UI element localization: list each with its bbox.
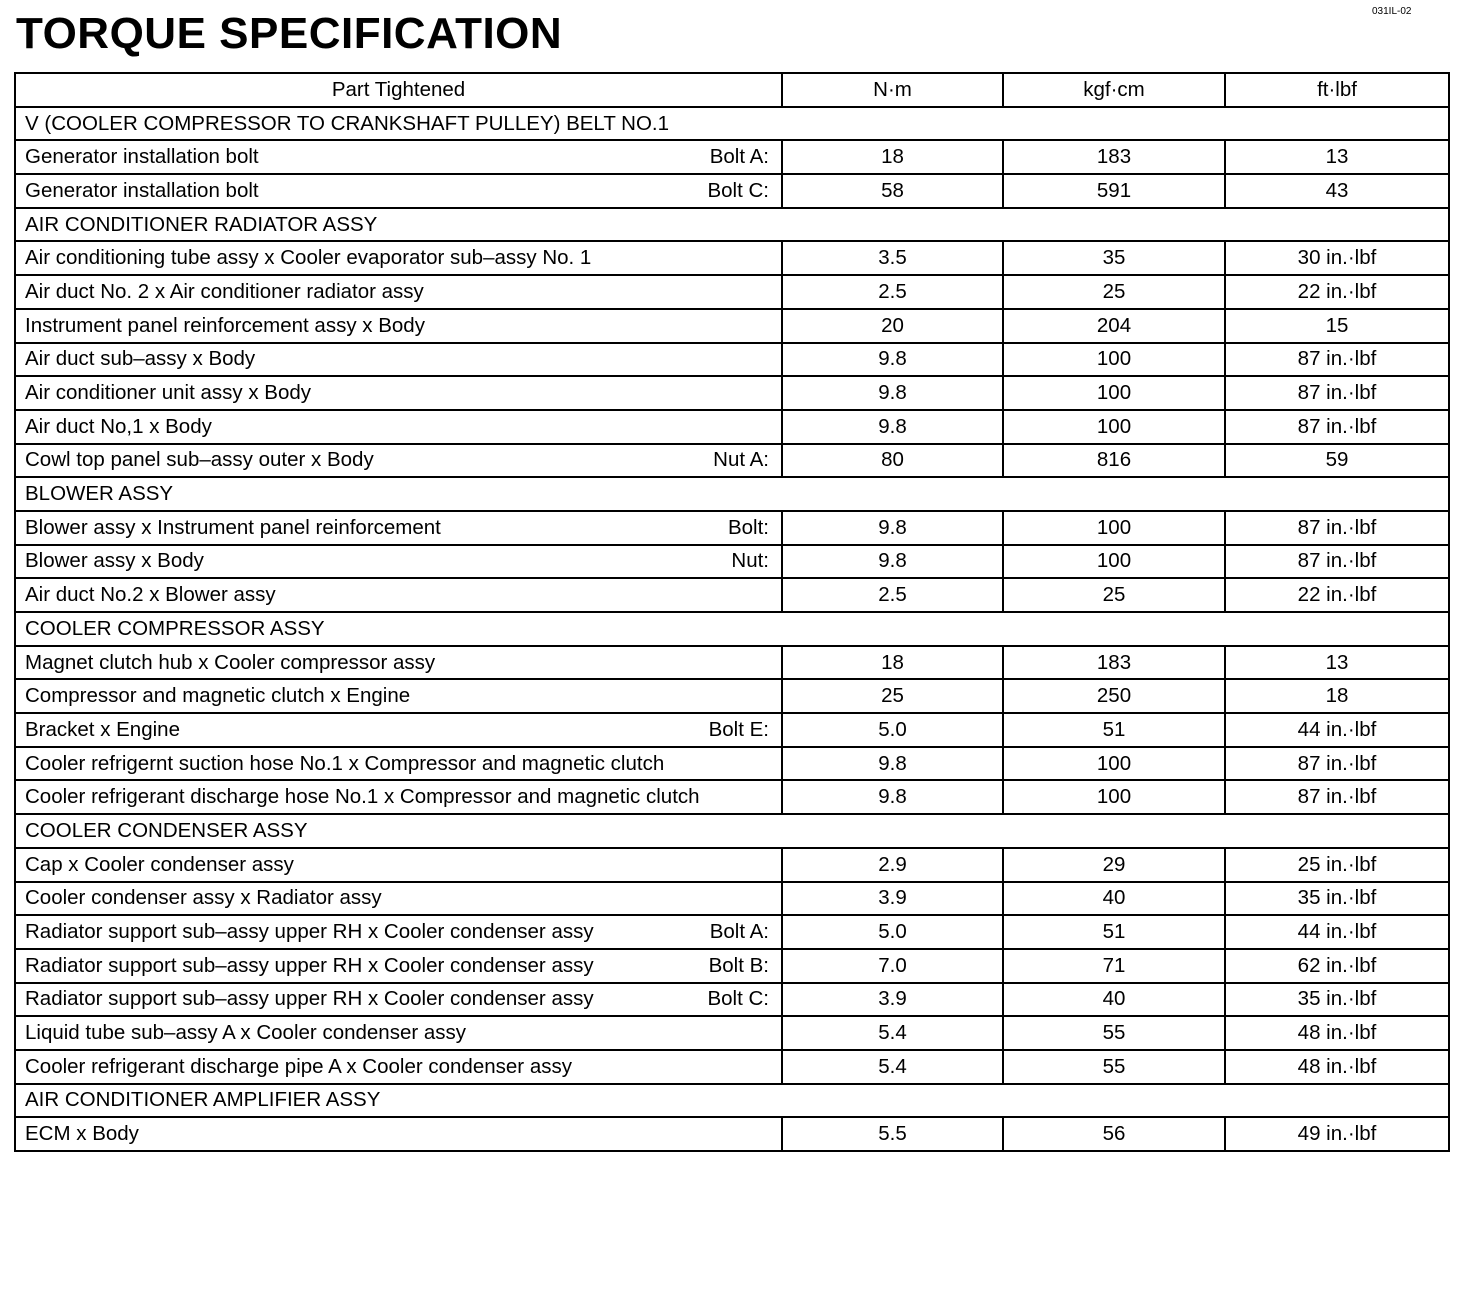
table-row [15,915,1449,949]
part-name: Blower assy x Body [25,549,204,573]
part-name: Air conditioner unit assy x Body [25,381,311,405]
part-cell [15,410,782,444]
section-title: COOLER CONDENSER ASSY [15,814,1449,848]
nm-value: 58 [782,174,1003,208]
part-cell [15,140,782,174]
kgf-cm-value: 100 [1003,343,1225,377]
table-row [15,1050,1449,1084]
kgf-cm-value: 51 [1003,915,1225,949]
kgf-cm-value: 25 [1003,578,1225,612]
part-name: Air duct No.2 x Blower assy [25,583,276,607]
ft-lbf-value: 87 in.·lbf [1225,747,1449,781]
kgf-cm-value: 40 [1003,983,1225,1017]
table-row [15,949,1449,983]
ft-lbf-value: 35 in.·lbf [1225,983,1449,1017]
part-name: Cooler condenser assy x Radiator assy [25,886,382,910]
part-name: Cooler refrigerant discharge hose No.1 x Compressor and magnetic clutch [25,785,700,809]
part-name: Air duct sub–assy x Body [25,347,256,371]
fastener-label: Bolt C: [707,178,769,202]
nm-value: 7.0 [782,949,1003,983]
fastener-label: Nut A: [713,448,769,472]
ft-lbf-value: 59 [1225,444,1449,478]
page-title: TORQUE SPECIFICATION [16,9,563,58]
ft-lbf-value: 87 in.·lbf [1225,343,1449,377]
part-cell [15,747,782,781]
table-row [15,679,1449,713]
table-row [15,174,1449,208]
section-title: AIR CONDITIONER AMPLIFIER ASSY [15,1084,1449,1118]
ft-lbf-value: 15 [1225,309,1449,343]
table-row [15,140,1449,174]
ft-lbf-value: 13 [1225,140,1449,174]
page-code: 031IL-02 [1372,6,1412,17]
nm-value: 20 [782,309,1003,343]
part-cell [15,713,782,747]
kgf-cm-value: 100 [1003,511,1225,545]
kgf-cm-value: 816 [1003,444,1225,478]
part-cell [15,343,782,377]
nm-value: 5.4 [782,1050,1003,1084]
nm-value: 9.8 [782,511,1003,545]
part-name: Radiator support sub–assy upper RH x Cooler condenser assy [25,920,594,944]
header-ft-lbf: ft·lbf [1225,73,1449,107]
kgf-cm-value: 591 [1003,174,1225,208]
table-row [15,747,1449,781]
section-title: V (COOLER COMPRESSOR TO CRANKSHAFT PULLEY) BELT NO.1 [15,107,1449,141]
part-name: ECM x Body [25,1122,139,1146]
part-name: Air duct No,1 x Body [25,414,212,438]
section-title: BLOWER ASSY [15,477,1449,511]
kgf-cm-value: 100 [1003,780,1225,814]
part-cell [15,275,782,309]
table-body [15,107,1449,1151]
nm-value: 2.5 [782,578,1003,612]
part-name: Cap x Cooler condenser assy [25,852,294,876]
nm-value: 2.9 [782,848,1003,882]
nm-value: 9.8 [782,780,1003,814]
part-cell [15,241,782,275]
fastener-label: Bolt E: [708,717,769,741]
part-cell [15,646,782,680]
header-kgf-cm: kgf·cm [1003,73,1225,107]
ft-lbf-value: 48 in.·lbf [1225,1050,1449,1084]
table-row [15,1016,1449,1050]
fastener-label: Bolt B: [708,953,769,977]
table-row [15,545,1449,579]
part-name: Cooler refrigerant discharge pipe A x Cooler condenser assy [25,1054,572,1078]
nm-value: 5.0 [782,713,1003,747]
ft-lbf-value: 87 in.·lbf [1225,376,1449,410]
nm-value: 2.5 [782,275,1003,309]
section-row [15,208,1449,242]
nm-value: 9.8 [782,410,1003,444]
part-cell [15,1016,782,1050]
section-row [15,1084,1449,1118]
section-row [15,612,1449,646]
part-cell [15,376,782,410]
kgf-cm-value: 100 [1003,376,1225,410]
torque-spec-table [14,72,1450,1152]
ft-lbf-value: 30 in.·lbf [1225,241,1449,275]
kgf-cm-value: 204 [1003,309,1225,343]
part-name: Air duct No. 2 x Air conditioner radiator assy [25,279,424,303]
ft-lbf-value: 87 in.·lbf [1225,545,1449,579]
part-name: Generator installation bolt [25,145,259,169]
part-name: Liquid tube sub–assy A x Cooler condenser assy [25,1021,467,1045]
part-cell [15,848,782,882]
section-row [15,107,1449,141]
fastener-label: Nut: [731,549,769,573]
nm-value: 3.9 [782,882,1003,916]
kgf-cm-value: 100 [1003,545,1225,579]
part-name: Radiator support sub–assy upper RH x Cooler condenser assy [25,953,594,977]
part-name: Air conditioning tube assy x Cooler evaporator sub–assy No. 1 [25,246,592,270]
ft-lbf-value: 43 [1225,174,1449,208]
ft-lbf-value: 87 in.·lbf [1225,410,1449,444]
nm-value: 18 [782,140,1003,174]
kgf-cm-value: 25 [1003,275,1225,309]
part-name: Instrument panel reinforcement assy x Body [25,313,425,337]
ft-lbf-value: 18 [1225,679,1449,713]
ft-lbf-value: 87 in.·lbf [1225,780,1449,814]
kgf-cm-value: 55 [1003,1016,1225,1050]
kgf-cm-value: 40 [1003,882,1225,916]
ft-lbf-value: 22 in.·lbf [1225,275,1449,309]
table-row [15,848,1449,882]
part-cell [15,679,782,713]
kgf-cm-value: 183 [1003,140,1225,174]
kgf-cm-value: 56 [1003,1117,1225,1151]
part-cell [15,174,782,208]
part-cell [15,545,782,579]
part-name: Cooler refrigernt suction hose No.1 x Compressor and magnetic clutch [25,751,665,775]
fastener-label: Bolt A: [709,145,769,169]
ft-lbf-value: 49 in.·lbf [1225,1117,1449,1151]
part-name: Bracket x Engine [25,717,180,741]
ft-lbf-value: 87 in.·lbf [1225,511,1449,545]
nm-value: 18 [782,646,1003,680]
nm-value: 9.8 [782,545,1003,579]
part-cell [15,780,782,814]
ft-lbf-value: 25 in.·lbf [1225,848,1449,882]
table-row [15,646,1449,680]
table-row [15,1117,1449,1151]
part-name: Cowl top panel sub–assy outer x Body [25,448,374,472]
table-row [15,444,1449,478]
ft-lbf-value: 62 in.·lbf [1225,949,1449,983]
nm-value: 9.8 [782,343,1003,377]
nm-value: 5.4 [782,1016,1003,1050]
kgf-cm-value: 51 [1003,713,1225,747]
fastener-label: Bolt: [727,515,769,539]
table-row [15,713,1449,747]
ft-lbf-value: 44 in.·lbf [1225,713,1449,747]
table-row [15,780,1449,814]
nm-value: 80 [782,444,1003,478]
nm-value: 25 [782,679,1003,713]
kgf-cm-value: 100 [1003,410,1225,444]
section-row [15,477,1449,511]
ft-lbf-value: 13 [1225,646,1449,680]
section-row [15,814,1449,848]
part-name: Blower assy x Instrument panel reinforcement [25,515,441,539]
nm-value: 9.8 [782,747,1003,781]
table-row [15,578,1449,612]
ft-lbf-value: 48 in.·lbf [1225,1016,1449,1050]
kgf-cm-value: 250 [1003,679,1225,713]
part-cell [15,511,782,545]
kgf-cm-value: 55 [1003,1050,1225,1084]
table-row [15,882,1449,916]
nm-value: 3.5 [782,241,1003,275]
header-nm: N·m [782,73,1003,107]
part-name: Magnet clutch hub x Cooler compressor assy [25,650,436,674]
part-cell [15,983,782,1017]
kgf-cm-value: 29 [1003,848,1225,882]
part-name: Generator installation bolt [25,178,259,202]
kgf-cm-value: 35 [1003,241,1225,275]
kgf-cm-value: 183 [1003,646,1225,680]
section-title: COOLER COMPRESSOR ASSY [15,612,1449,646]
part-cell [15,1117,782,1151]
table-row [15,275,1449,309]
part-cell [15,882,782,916]
ft-lbf-value: 44 in.·lbf [1225,915,1449,949]
table-row [15,309,1449,343]
fastener-label: Bolt A: [709,920,769,944]
part-cell [15,578,782,612]
fastener-label: Bolt C: [707,987,769,1011]
kgf-cm-value: 71 [1003,949,1225,983]
nm-value: 9.8 [782,376,1003,410]
nm-value: 3.9 [782,983,1003,1017]
header-part-tightened: Part Tightened [15,73,782,107]
part-name: Radiator support sub–assy upper RH x Cooler condenser assy [25,987,594,1011]
part-cell [15,1050,782,1084]
ft-lbf-value: 22 in.·lbf [1225,578,1449,612]
section-title: AIR CONDITIONER RADIATOR ASSY [15,208,1449,242]
part-name: Compressor and magnetic clutch x Engine [25,684,411,708]
table-row [15,511,1449,545]
part-cell [15,444,782,478]
kgf-cm-value: 100 [1003,747,1225,781]
table-row [15,241,1449,275]
part-cell [15,915,782,949]
table-row [15,376,1449,410]
nm-value: 5.5 [782,1117,1003,1151]
table-row [15,343,1449,377]
table-row [15,410,1449,444]
header-row [15,73,1449,107]
nm-value: 5.0 [782,915,1003,949]
table-row [15,983,1449,1017]
ft-lbf-value: 35 in.·lbf [1225,882,1449,916]
part-cell [15,309,782,343]
part-cell [15,949,782,983]
